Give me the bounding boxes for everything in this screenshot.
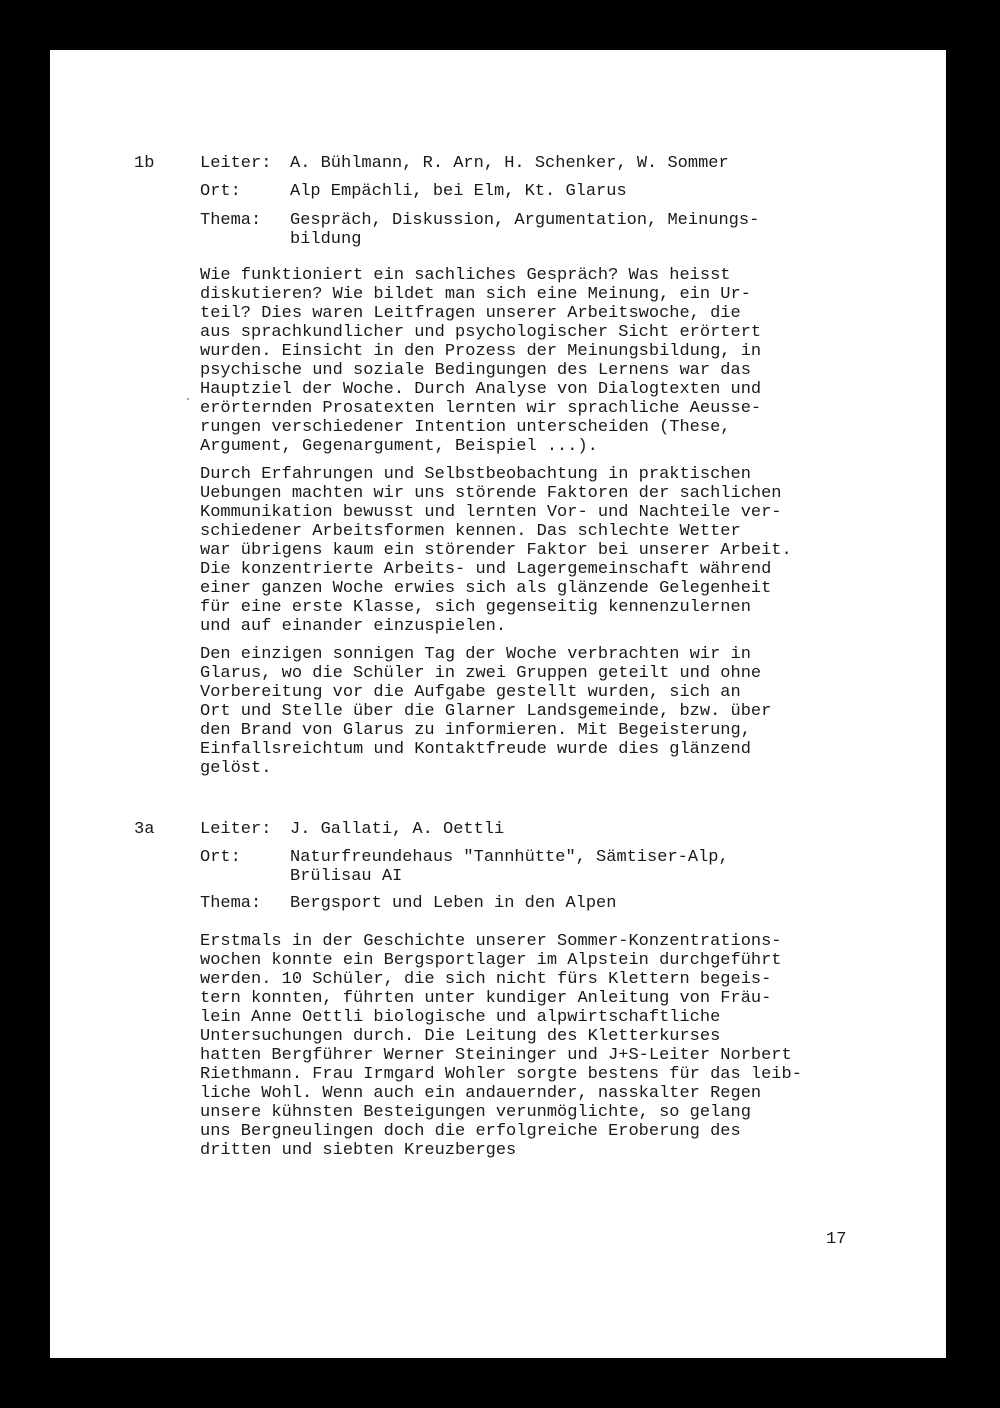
leiter-label: Leiter: xyxy=(200,154,272,173)
thema-label: Thema: xyxy=(200,894,262,913)
page-number: 17 xyxy=(826,1230,847,1249)
leiter-value: J. Gallati, A. Oettli xyxy=(290,820,505,839)
paragraph: Erstmals in der Geschichte unserer Sommer-Konzentrations- wochen konnte ein Bergsportlager im Alpstein durchgeführt werden. 10 Schüler, die sich nicht fürs Klettern begeis- tern konnten, führten unter kundiger Anleitung von Fräu- lein Anne Oettli biologische und alpwirtschaftliche Untersuchungen durch. Die Leitung des Kletterkurses hatten Bergführer Werner Steininger und J+S-Leiter Norbert Riethmann. Frau Irmgard Wohler sorgte bestens für das leib- liche Wohl. Wenn auch ein andauernder, nasskalter Regen unsere kühnsten Besteigungen verunmöglichte, so gelang uns Bergneulingen doch die erfolgreiche Eroberung des dritten und siebten Kreuzberges xyxy=(200,932,802,1160)
thema-value: Bergsport und Leben in den Alpen xyxy=(290,894,617,913)
section-id: 3a xyxy=(134,820,155,839)
paragraph: Den einzigen sonnigen Tag der Woche verbrachten wir in Glarus, wo die Schüler in zwei Gruppen geteilt und ohne Vorbereitung vor die Aufgabe gestellt wurden, sich an Ort und Stelle über die Glarner Landsgemeinde, bzw. über den Brand von Glarus zu informieren. Mit Begeisterung, Einfallsreichtum und Kontaktfreude wurde dies glänzend gelöst. xyxy=(200,645,772,778)
thema-label: Thema: xyxy=(200,211,262,230)
paragraph: Wie funktioniert ein sachliches Gespräch? Was heisst diskutieren? Wie bildet man sich eine Meinung, ein Ur- teil? Dies waren Leitfragen unserer Arbeitswoche, die aus sprachkundlicher und psychologischer Sicht erörtert wurden. Einsicht in den Prozess der Meinungsbildung, in psychische und soziale Bedingungen des Lernens war das Hauptziel der Woche. Durch Analyse von Dialogtexten und erörternden Prosatexten lernten wir sprachliche Aeusse- rungen verschiedener Intention unterscheiden (These, Argument, Gegenargument, Beispiel ...). xyxy=(200,266,762,456)
document-page xyxy=(50,50,946,1358)
thema-value: Gespräch, Diskussion, Argumentation, Meinungs- bildung xyxy=(290,211,760,249)
paragraph: Durch Erfahrungen und Selbstbeobachtung in praktischen Uebungen machten wir uns störende Faktoren der sachlichen Kommunikation bewusst und lernten Vor- und Nachteile ver- schiedener Arbeitsformen kennen. Das schlechte Wetter war übrigens kaum ein störender Faktor bei unserer Arbeit. Die konzentrierte Arbeits- und Lagergemeinschaft während einer ganzen Woche erwies sich als glänzende Gelegenheit für eine erste Klasse, sich gegenseitig kennenzulernen und auf einander einzuspielen. xyxy=(200,465,792,636)
scan-speck xyxy=(187,398,189,400)
leiter-label: Leiter: xyxy=(200,820,272,839)
leiter-value: A. Bühlmann, R. Arn, H. Schenker, W. Sommer xyxy=(290,154,729,173)
ort-label: Ort: xyxy=(200,848,241,867)
section-id: 1b xyxy=(134,154,155,173)
ort-value: Alp Empächli, bei Elm, Kt. Glarus xyxy=(290,182,627,201)
ort-label: Ort: xyxy=(200,182,241,201)
ort-value: Naturfreundehaus "Tannhütte", Sämtiser-Alp, Brülisau AI xyxy=(290,848,729,886)
